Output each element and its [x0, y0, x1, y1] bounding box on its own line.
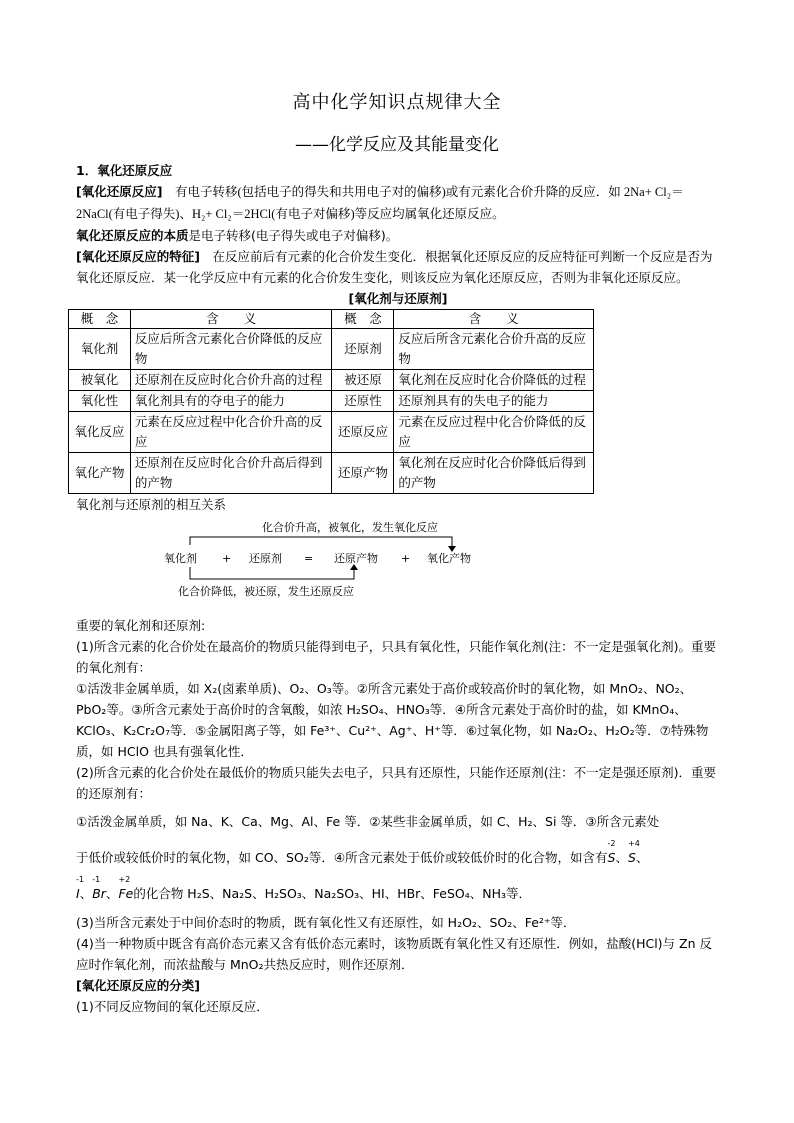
table-cell: 元素在反应过程中化合价升高的反应 [130, 412, 332, 453]
reductant-paragraph: (2)所含元素的化合价处在最低价的物质只能失去电子，只具有还原性，只能作还原剂(注：不一定是强还原剂)．重要的还原剂有： [76, 765, 716, 801]
concept-table [68, 309, 594, 494]
equals-sign: = [304, 552, 314, 565]
reductant-list-a: ①活泼金属单质，如 Na、K、Ca、Mg、Al、Fe 等．②某些非金属单质，如 C、H₂、Si 等．③所含元素处 [76, 814, 660, 829]
plus-sign: + [222, 552, 232, 565]
table-cell: 还原剂 [332, 329, 394, 370]
table-cell: 氧化剂在反应时化合价降低后得到的产物 [394, 453, 594, 494]
table-cell: 氧化剂具有的夺电子的能力 [130, 391, 332, 412]
mixed-valence-paragraph: (4)当一种物质中既含有高价态元素又含有低价态元素时，该物质既有氧化性又有还原性．例如，盐酸(HCl)与 Zn 反应时作氧化剂，而浓盐酸与 MnO₂共热反应时，则作还原剂． [76, 936, 712, 972]
main-content [76, 160, 720, 1017]
table-cell: 还原剂在反应时化合价升高后得到的产物 [130, 453, 332, 494]
oxidation-state-s-minus2: -2 S [607, 839, 616, 865]
important-heading: 重要的氧化剂和还原剂: [76, 618, 206, 633]
table-row [69, 370, 594, 391]
table-cell: 被还原 [332, 370, 394, 391]
table-header-cell: 含 义 [394, 310, 594, 329]
table-cell: 氧化反应 [69, 412, 131, 453]
paragraph-feature [76, 246, 720, 288]
feature-text: 在反应前后有元素的化合价发生变化．根据氧化还原反应的反应特征可判断一个反应是否为氧化还原反应．某一化学反应中有元素的化合价发生变化，则该反应为氧化还原反应，否则为非氧化还原反应。 [76, 249, 713, 285]
paragraph-definition [76, 181, 720, 225]
classification-paragraph: (1)不同反应物间的氧化还原反应． [76, 999, 269, 1014]
classification-heading: [氧化还原反应的分类] [76, 978, 200, 993]
oxidation-state-br-minus1: -1 Br [92, 875, 106, 901]
reductant-text: 于低价或较低价时的氧化物，如 CO、SO₂等．④所含元素处于低价或较低价时的化合物，如含有 [76, 850, 608, 865]
table-cell: 还原剂在反应时化合价升高的过程 [130, 370, 332, 391]
reductant-list-c: -1 I、 -1 Br、 +2 Fe的化合物 H₂S、Na₂S、H₂SO₃、Na₂SO₃、HI、HBr、FeSO₄、NH₃等． [76, 875, 532, 901]
table-cell: 被氧化 [69, 370, 131, 391]
oxidation-state-i-minus1: -1 I [76, 875, 84, 901]
section-heading: 1．氧化还原反应 [76, 163, 173, 178]
plus-sign: + [401, 552, 411, 565]
reductant-list-b: 于低价或较低价时的氧化物，如 CO、SO₂等．④所含元素处于低价或较低价时的化合物，如含有 -2 S、 +4 S、 [76, 839, 649, 865]
table-cell: 氧化剂在反应时化合价降低的过程 [394, 370, 594, 391]
table-cell: 氧化剂 [69, 329, 131, 370]
page-subtitle: ——化学反应及其能量变化 [295, 135, 499, 155]
oxidation-state-s-plus4: +4 S [628, 839, 640, 865]
paragraph-essence [76, 225, 720, 246]
relation-heading: 氧化剂与还原剂的相互关系 [76, 497, 227, 512]
table-header-cell: 概 念 [332, 310, 394, 329]
oxidant-paragraph: (1)所含元素的化合价处在最高价的物质只能得到电子，只具有氧化性，只能作氧化剂(注：不一定是强氧化剂)。重要的氧化剂有： [76, 639, 716, 675]
table-cell: 元素在反应过程中化合价降低的反应 [394, 412, 594, 453]
table-row [69, 329, 594, 370]
table-row [69, 412, 594, 453]
oxidation-product-label: 氧化产物 [427, 552, 471, 565]
table-row [69, 453, 594, 494]
reductant-compounds-text: 的化合物 H₂S、Na₂S、H₂SO₃、Na₂SO₃、HI、HBr、FeSO₄、NH₃等． [133, 886, 532, 901]
table-header-row [69, 310, 594, 329]
definition-text: 有电子转移(包括电子的得失和共用电子对的偏移)或有元素化合价升降的反应．如 2Na+ Cl₂＝2NaCl(有电子得失)、H₂+ Cl₂＝2HCl(有电子对偏移)等反应均属氧化还原反应。 [76, 185, 684, 221]
table-cell: 还原剂具有的失电子的能力 [394, 391, 594, 412]
table-row [69, 391, 594, 412]
reduction-product-label: 还原产物 [334, 552, 378, 565]
intermediate-paragraph: (3)当所含元素处于中间价态时的物质，既有氧化性又有还原性，如 H₂O₂、SO₂、Fe²⁺等． [76, 915, 576, 930]
table-header-cell: 含 义 [130, 310, 332, 329]
table-cell: 氧化性 [69, 391, 131, 412]
table-cell: 氧化产物 [69, 453, 131, 494]
term-label: 氧化还原反应的本质 [76, 228, 189, 243]
reduction-label: 化合价降低，被还原，发生还原反应 [178, 585, 354, 598]
redox-relation-diagram [76, 515, 720, 615]
table-header-cell: 概 念 [69, 310, 131, 329]
table-caption: [氧化剂与还原剂] [348, 291, 448, 306]
oxidation-label: 化合价升高，被氧化，发生氧化反应 [262, 521, 438, 534]
term-label: [氧化还原反应的特征] [76, 249, 200, 264]
table-cell: 反应后所含元素化合价降低的反应物 [130, 329, 332, 370]
table-cell: 还原反应 [332, 412, 394, 453]
oxidation-state-fe-plus2: +2 Fe [118, 875, 134, 901]
essence-text: 是电子转移(电子得失或电子对偏移)。 [188, 228, 399, 243]
term-label: [氧化还原反应] [76, 184, 163, 199]
page-title: 高中化学知识点规律大全 [292, 92, 502, 113]
reductant-label: 还原剂 [249, 552, 282, 565]
table-cell: 还原产物 [332, 453, 394, 494]
oxidant-label: 氧化剂 [164, 552, 197, 565]
table-cell: 还原性 [332, 391, 394, 412]
oxidant-list: ①活泼非金属单质，如 X₂(卤素单质)、O₂、O₃等。②所含元素处于高价或较高价时的氧化物，如 MnO₂、NO₂、PbO₂等。③所含元素处于高价时的含氧酸，如浓 H₂SO₄、HNO₃等．④所含元素处于高价时的盐，如 KMnO₄、KClO₃、K₂Cr₂O₇等．⑤金属阳离子等，如 Fe³⁺、Cu²⁺、Ag⁺、H⁺等．⑥过氧化物，如 Na₂O₂、H₂O₂等．⑦特殊物质，如 HClO 也具有强氧化性． [76, 681, 709, 759]
table-cell: 反应后所含元素化合价升高的反应物 [394, 329, 594, 370]
oxidation-bracket [190, 537, 452, 547]
